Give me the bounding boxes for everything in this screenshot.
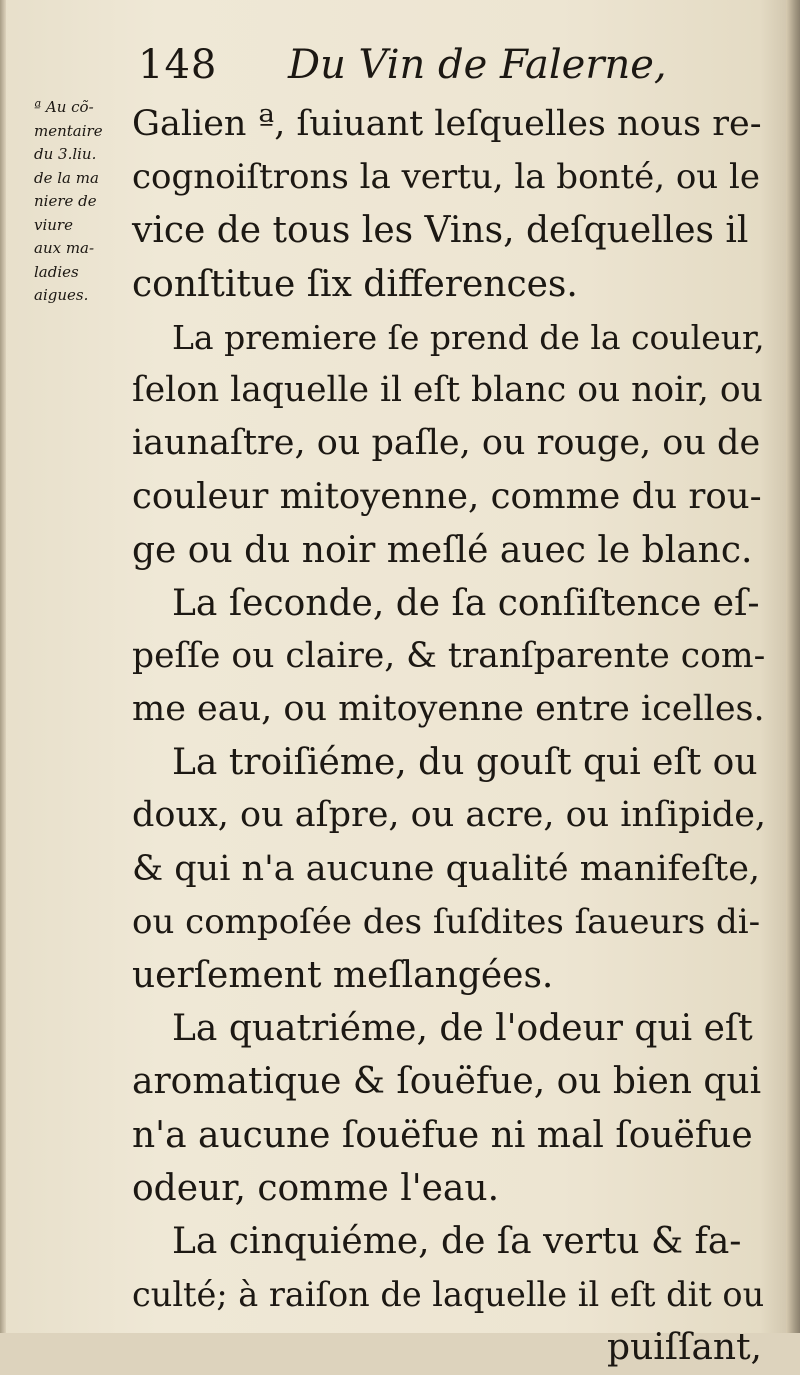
margin-note-line: niere de: [34, 192, 97, 210]
text-line: La ſeconde, de ſa conſiſtence eſ-: [172, 582, 760, 624]
text-line: uerſement meſlangées.: [132, 955, 554, 996]
margin-note-line: viure: [34, 215, 73, 234]
margin-note-line: aigues.: [34, 286, 89, 304]
text-line: ſelon laquelle il eſt blanc ou noir, ou: [132, 369, 763, 410]
text-line: vice de tous les Vins, deſquelles il: [132, 210, 749, 252]
margin-note-line: ª Au cõ-: [34, 98, 94, 116]
text-line: aromatique & ſouëfue, ou bien qui: [132, 1061, 762, 1103]
text-line: La quatriéme, de l'odeur qui eſt: [172, 1008, 753, 1050]
margin-note-line: aux ma-: [34, 239, 95, 257]
text-line: ge ou du noir meſlé auec le blanc.: [132, 529, 753, 571]
text-line: couleur mitoyenne, comme du rou-: [132, 476, 762, 518]
text-line: La premiere ſe prend de la couleur,: [172, 317, 765, 357]
text-line: n'a aucune ſouëfue ni mal ſouëfue: [132, 1114, 753, 1156]
text-line: doux, ou aſpre, ou acre, ou inſipide,: [132, 795, 767, 836]
text-line: cognoiſtrons la vertu, la bonté, ou le: [132, 157, 761, 198]
body-text: [132, 98, 768, 1375]
margin-note: [34, 96, 126, 308]
catchword: puiſſant,: [607, 1327, 762, 1369]
margin-note-line: du 3.liu.: [34, 145, 97, 163]
text-line: La troiſiéme, du gouſt qui eſt ou: [172, 742, 758, 784]
page-number: 148: [138, 42, 218, 88]
text-line: odeur, comme l'eau.: [132, 1167, 500, 1209]
text-line: Galien ª, ſuiuant leſquelles nous re-: [132, 104, 762, 144]
text-line: conſtitue ſix differences.: [132, 263, 578, 305]
text-line: & qui n'a aucune qualité manifeſte,: [132, 848, 761, 889]
text-line: culté; à raiſon de laquelle il eſt dit ou: [132, 1275, 765, 1315]
text-line: me eau, ou mitoyenne entre icelles.: [132, 689, 765, 730]
margin-note-line: de la ma: [34, 168, 99, 187]
text-line: peſſe ou claire, & tranſparente com-: [132, 635, 766, 676]
text-line: ou compoſée des ſuſdites ſaueurs di-: [132, 901, 761, 942]
page-edge: [786, 0, 800, 1333]
running-title: Du Vin de Falerne,: [288, 42, 667, 88]
margin-note-line: ladies: [34, 262, 79, 281]
page-header: [138, 30, 778, 100]
page-gutter-shadow: [0, 0, 6, 1333]
text-line: iaunaſtre, ou paſle, ou rouge, ou de: [132, 423, 761, 464]
text-line: La cinquiéme, de ſa vertu & fa-: [172, 1220, 742, 1262]
margin-note-line: mentaire: [34, 121, 103, 140]
